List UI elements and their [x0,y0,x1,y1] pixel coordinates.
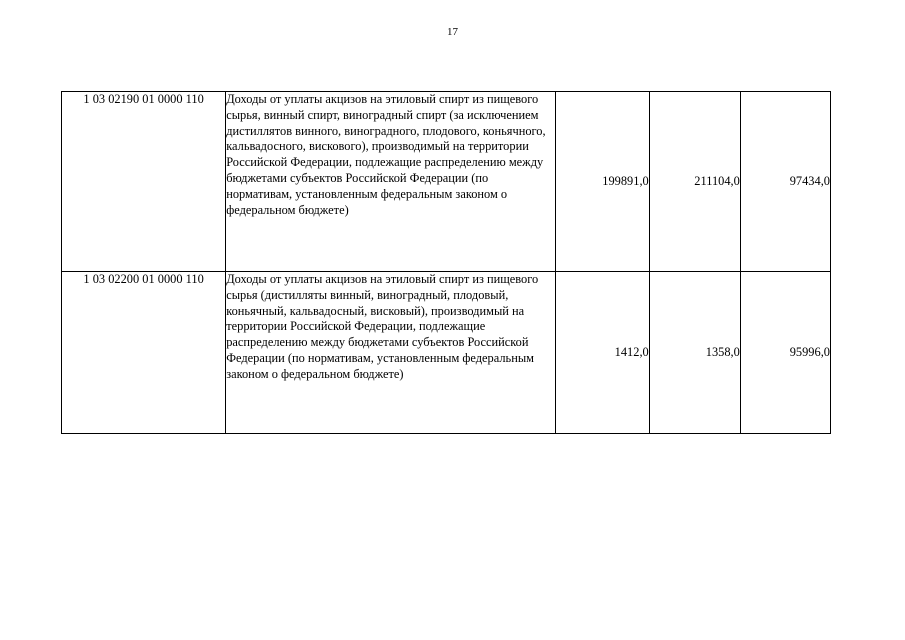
value-cell-1: 1412,0 [555,272,649,434]
value-cell-3: 95996,0 [740,272,830,434]
table-row [62,92,831,272]
budget-code-cell: 1 03 02190 01 0000 110 [62,92,226,272]
page-number: 17 [447,26,458,38]
description-cell: Доходы от уплаты акцизов на этиловый спирт из пищевого сырья (дистилляты винный, виноградный, плодовый, коньячный, кальвадосный, висковый), производимый на территории Российской Федерации, подлежащие распределению между бюджетами субъектов Российской Федерации (по нормативам, установленным федеральным законом о федеральном бюджете) [226,272,555,434]
description-cell: Доходы от уплаты акцизов на этиловый спирт из пищевого сырья, винный спирт, виноградный спирт (за исключением дистиллятов винного, виноградного, плодового, коньячного, кальвадосного, вискового), производимый на территории Российской Федерации, подлежащие распределению между бюджетами субъектов Российской Федерации (по нормативам, установленным федеральным законом о федеральном бюджете) [226,92,555,272]
revenue-table [61,91,831,434]
budget-code-cell: 1 03 02200 01 0000 110 [62,272,226,434]
value-cell-3: 97434,0 [740,92,830,272]
value-cell-1: 199891,0 [555,92,649,272]
table-row [62,272,831,434]
value-cell-2: 1358,0 [649,272,740,434]
value-cell-2: 211104,0 [649,92,740,272]
